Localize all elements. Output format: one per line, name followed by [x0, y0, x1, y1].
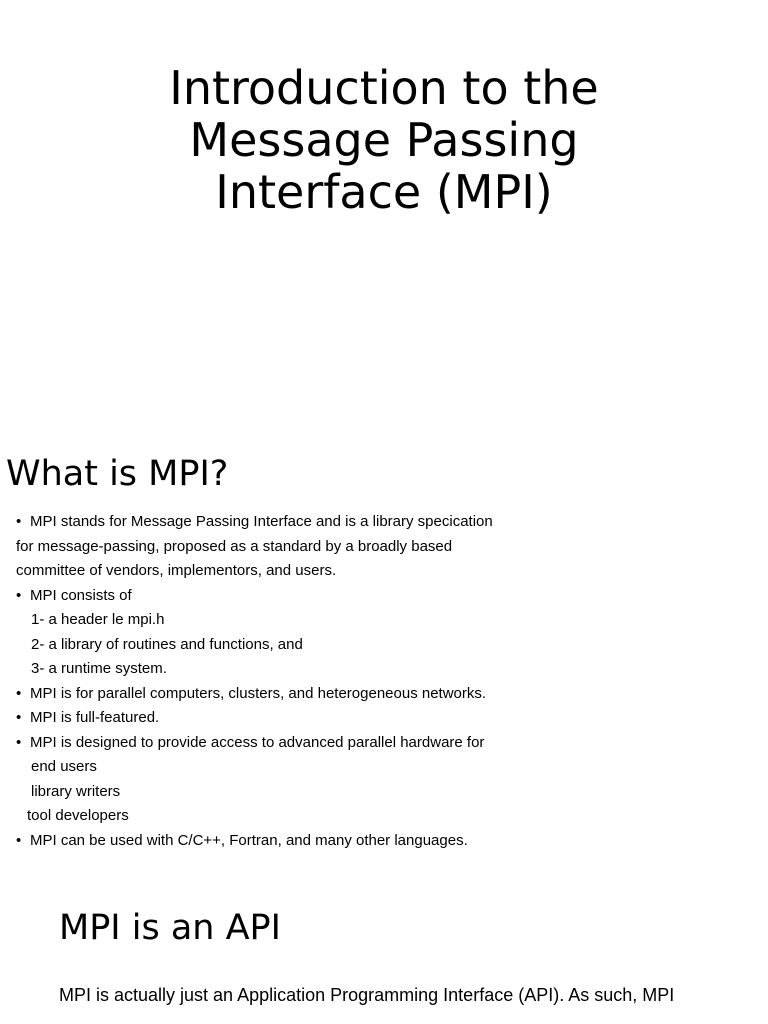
section-heading-mpi-is-an-api: MPI is an API — [59, 908, 281, 948]
section-heading-what-is-mpi: What is MPI? — [6, 454, 229, 494]
list-item: • MPI is full-featured. — [16, 706, 536, 731]
sub-item: 1- a header le mpi.h — [31, 611, 165, 628]
bullet-icon: • — [16, 513, 22, 530]
bullet-icon: • — [16, 586, 22, 604]
title-line-3: Interface (MPI) — [215, 165, 553, 219]
bullet-icon: • — [16, 831, 22, 849]
title-line-1: Introduction to the — [169, 61, 599, 115]
sub-item: end users — [31, 758, 97, 775]
sub-item: library writers — [31, 782, 121, 800]
page-title — [0, 62, 768, 218]
sub-item: 3- a runtime system. — [31, 660, 167, 677]
list-item: • MPI is designed to provide access to advanced parallel hardware for — [16, 731, 536, 756]
api-paragraph: MPI is actually just an Application Programming Interface (API). As such, MPI — [59, 985, 675, 1005]
list-item-continuation: committee of vendors, implementors, and users. — [16, 562, 337, 579]
bullet-icon: • — [16, 684, 22, 702]
list-item: • MPI is for parallel computers, clusters, and heterogeneous networks. — [16, 682, 536, 707]
bullet-icon: • — [16, 709, 22, 726]
title-line-2: Message Passing — [189, 113, 579, 167]
bullet-icon: • — [16, 733, 22, 751]
sub-item: 2- a library of routines and functions, and — [31, 635, 303, 653]
list-item-continuation: for message-passing, proposed as a standard by a broadly based — [16, 537, 453, 555]
sub-item: tool developers — [27, 807, 129, 824]
what-is-mpi-list — [16, 510, 536, 853]
list-item: • MPI consists of — [16, 584, 536, 609]
list-item: • MPI can be used with C/C++, Fortran, and many other languages. — [16, 829, 536, 854]
list-item: • MPI stands for Message Passing Interface and is a library specication — [16, 510, 536, 535]
